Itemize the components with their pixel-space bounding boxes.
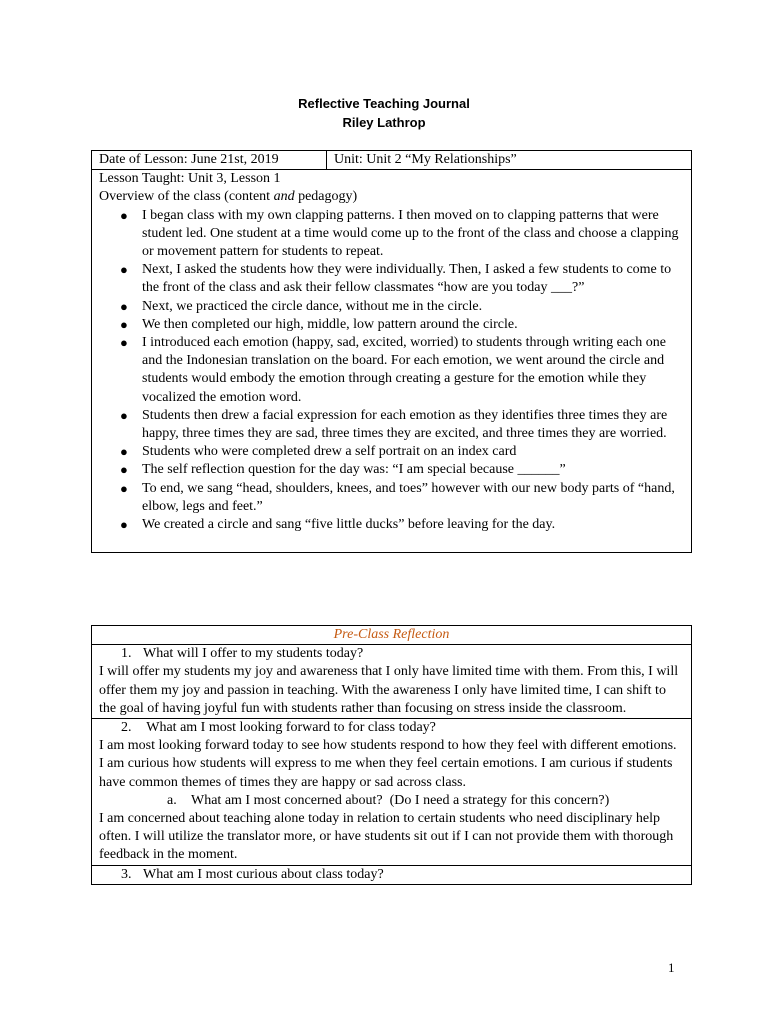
list-item-text: Students who were completed drew a self portrait on an index card xyxy=(142,444,517,460)
question-text: What am I most looking forward to for class today? xyxy=(143,720,436,736)
list-item xyxy=(120,261,684,297)
question-text: What am I most curious about class today? xyxy=(143,866,384,882)
list-item xyxy=(120,407,684,443)
list-item xyxy=(120,207,684,262)
question-number: 3. xyxy=(121,866,132,882)
reflection-heading-row xyxy=(92,626,692,645)
question-2a xyxy=(99,792,684,810)
answer-2: I am most looking forward today to see how students respond to how they feel with different emotions. I am curious how students will express to me when they feel certain emotions. I am curious if students have common themes of times they are happy or sad across class. xyxy=(99,738,677,790)
lesson-date-cell: Date of Lesson: June 21st, 2019 xyxy=(92,151,327,170)
list-item-text: Next, we practiced the circle dance, without me in the circle. xyxy=(142,298,483,314)
lesson-unit-cell: Unit: Unit 2 “My Relationships” xyxy=(327,151,692,170)
bullet-icon: ● xyxy=(120,207,128,223)
list-item-text: To end, we sang “head, shoulders, knees, and toes” however with our new body parts of “hand, elbow, legs and feet.” xyxy=(142,480,675,514)
lesson-info-row xyxy=(92,151,692,170)
overview-heading-italic: and xyxy=(273,189,295,205)
reflection-heading: Pre-Class Reflection xyxy=(92,626,692,645)
overview-heading-prefix: Overview of the class (content xyxy=(99,189,274,205)
lesson-overview-cell xyxy=(92,170,692,553)
answer-1: I will offer my students my joy and awareness that I only have limited time with them. From this, I will offer them my joy and passion in teaching. With the awareness I only have limited time, I can shift to the goal of having joyful fun with students rather than focusing on stress inside the classroom. xyxy=(99,664,679,716)
question-3 xyxy=(99,866,684,884)
bullet-icon: ● xyxy=(120,444,128,460)
page-number: 1 xyxy=(668,960,675,975)
bullet-icon: ● xyxy=(120,462,128,478)
overview-heading-suffix: pedagogy) xyxy=(294,189,358,205)
lesson-overview-row xyxy=(92,170,692,553)
list-item xyxy=(120,334,684,407)
list-item-text: We created a circle and sang “five little ducks” before leaving for the day. xyxy=(142,517,556,533)
list-item-text: The self reflection question for the day was: “I am special because ______” xyxy=(142,462,566,478)
list-item xyxy=(120,480,684,516)
reflection-question-1-row xyxy=(92,645,692,719)
lesson-table xyxy=(91,150,692,553)
document-title: Reflective Teaching Journal xyxy=(298,96,470,111)
question-number: a. xyxy=(167,792,177,808)
list-item-text: I began class with my own clapping patterns. I then moved on to clapping patterns that were student led. One student at a time would come up to the front of the class and choose a clapping or movement pattern for students to repeat. xyxy=(142,207,679,260)
reflection-question-2-cell xyxy=(92,719,692,866)
question-text: What will I offer to my students today? xyxy=(143,646,364,662)
reflection-question-3-row xyxy=(92,865,692,884)
document-author: Riley Lathrop xyxy=(342,115,426,130)
bullet-icon: ● xyxy=(120,335,128,351)
lesson-taught: Lesson Taught: Unit 3, Lesson 1 xyxy=(99,171,281,187)
list-item-text: Students then drew a facial expression for each emotion as they identifies three times they are happy, three times they are sad, three times they are excited, and three times they are worried. xyxy=(142,407,668,442)
list-item xyxy=(120,516,684,534)
question-2 xyxy=(99,719,684,737)
bullet-icon: ● xyxy=(120,480,128,496)
question-number: 1. xyxy=(121,646,132,662)
list-item xyxy=(120,316,684,334)
list-item xyxy=(120,461,684,479)
answer-2a: I am concerned about teaching alone today in relation to certain students who need disciplinary help often. I will utilize the translator more, or have students sit out if I can not provide them with thorough feedback in the moment. xyxy=(99,811,674,863)
question-text: What am I most concerned about? (Do I need a strategy for this concern?) xyxy=(191,792,610,808)
overview-bullet-list xyxy=(99,207,684,535)
reflection-question-3-cell xyxy=(92,865,692,884)
reflection-question-2-row xyxy=(92,719,692,866)
pre-class-reflection-table xyxy=(91,625,692,885)
overview-heading xyxy=(99,188,684,206)
bullet-icon: ● xyxy=(120,316,128,332)
question-1 xyxy=(99,645,684,663)
list-item-text: Next, I asked the students how they were individually. Then, I asked a few students to come to the front of the class and ask their fellow classmates “how are you today ___?” xyxy=(142,262,672,296)
list-item xyxy=(120,443,684,461)
bullet-icon: ● xyxy=(120,517,128,533)
list-item xyxy=(120,298,684,316)
bullet-icon: ● xyxy=(120,298,128,314)
question-number: 2. xyxy=(121,720,132,736)
reflection-question-1-cell xyxy=(92,645,692,719)
bullet-icon: ● xyxy=(120,407,128,423)
document-header xyxy=(0,94,768,132)
bullet-icon: ● xyxy=(120,262,128,278)
list-item-text: I introduced each emotion (happy, sad, excited, worried) to students through writing each one and the Indonesian translation on the board. For each emotion, we went around the circle and students would embody the emotion through creating a gesture for the emotion while they vocalized the emotion word. xyxy=(142,335,666,405)
list-item-text: We then completed our high, middle, low pattern around the circle. xyxy=(142,316,518,332)
